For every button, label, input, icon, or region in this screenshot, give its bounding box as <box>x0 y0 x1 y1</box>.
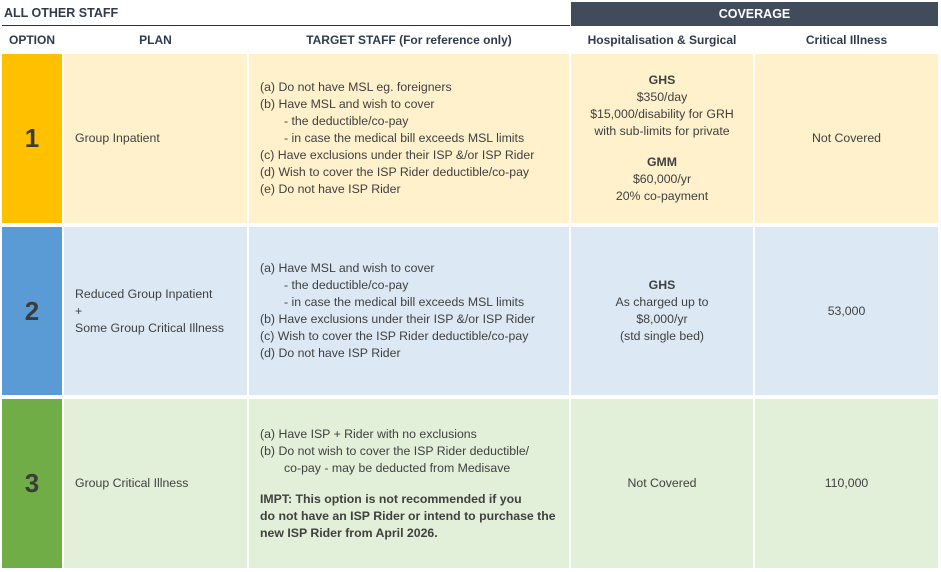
target-line: (c) Have exclusions under their ISP &/or ISP Rider <box>260 148 535 162</box>
plan-cell-1 <box>64 54 247 223</box>
hospitalisation-cell-3 <box>571 399 753 568</box>
ghs-line: $8,000/yr <box>636 312 688 326</box>
target-line: (c) Wish to cover the ISP Rider deductible/co-pay <box>260 329 529 343</box>
target-staff-cell-2 <box>249 227 569 395</box>
gmm-line: 20% co-payment <box>615 189 709 203</box>
column-header-option: OPTION <box>8 33 55 47</box>
target-line: (d) Wish to cover the ISP Rider deductible/co-pay <box>260 165 530 179</box>
target-line: (b) Have MSL and wish to cover <box>260 97 435 111</box>
plan-name: Group Critical Illness <box>75 476 189 490</box>
target-line: (a) Have ISP + Rider with no exclusions <box>260 426 477 441</box>
critical-illness-value: 53,000 <box>827 303 866 318</box>
target-staff-cell-3 <box>249 399 569 568</box>
target-line: (a) Do not have MSL eg. foreigners <box>260 80 452 94</box>
ghs-line: $15,000/disability for GRH <box>590 107 734 121</box>
plan-name: Some Group Critical Illness <box>75 320 224 335</box>
critical-illness-cell-2 <box>755 227 938 395</box>
ghs-line: with sub-limits for private <box>594 124 730 138</box>
target-line: (d) Do not have ISP Rider <box>260 346 401 360</box>
option-number-3: 3 <box>2 399 62 568</box>
important-note-line: IMPT: This option is not recommended if you <box>260 491 522 506</box>
section-label: ALL OTHER STAFF <box>2 2 570 26</box>
coverage-header: COVERAGE <box>571 2 938 26</box>
gmm-title: GMM <box>646 155 678 169</box>
target-subline: - in case the medical bill exceeds MSL limits <box>284 295 525 309</box>
target-subline: - the deductible/co-pay <box>284 114 409 128</box>
ghs-title: GHS <box>648 278 676 292</box>
critical-illness-value: 110,000 <box>824 476 869 490</box>
plan-name: Group Inpatient <box>75 131 160 145</box>
target-line: (b) Do not wish to cover the ISP Rider deductible/ <box>260 443 530 458</box>
ghs-line: (std single bed) <box>619 329 705 343</box>
hospitalisation-cell-2 <box>571 227 753 395</box>
plan-cell-3 <box>64 399 247 568</box>
plan-cell-2 <box>64 227 247 395</box>
option-number-2: 2 <box>2 227 62 395</box>
critical-illness-cell-1 <box>755 54 938 223</box>
target-subline: - in case the medical bill exceeds MSL limits <box>284 131 525 145</box>
hospitalisation-value: Not Covered <box>627 476 697 490</box>
target-subline: co-pay - may be deducted from Medisave <box>284 460 511 475</box>
critical-illness-value: Not Covered <box>811 131 882 145</box>
target-line: (b) Have exclusions under their ISP &/or ISP Rider <box>260 312 535 326</box>
gmm-line: $60,000/yr <box>632 172 692 186</box>
target-subline: - the deductible/co-pay <box>284 278 409 292</box>
column-header-critical-illness: Critical Illness <box>805 33 888 47</box>
critical-illness-cell-3 <box>755 399 938 568</box>
target-staff-cell-1 <box>249 54 569 223</box>
column-header-hospitalisation: Hospitalisation & Surgical <box>587 33 737 47</box>
target-line: (a) Have MSL and wish to cover <box>260 261 435 275</box>
ghs-line: As charged up to <box>615 295 709 309</box>
ghs-line: $350/day <box>636 90 688 104</box>
column-header-plan: PLAN <box>139 33 172 47</box>
plan-name: Reduced Group Inpatient <box>75 286 213 301</box>
important-note-line: new ISP Rider from April 2026. <box>260 525 438 540</box>
plan-plus: + <box>75 303 83 318</box>
ghs-title: GHS <box>648 73 676 87</box>
hospitalisation-cell-1 <box>571 54 753 223</box>
important-note-line: do not have an ISP Rider or intend to purchase the <box>260 508 556 523</box>
option-number-1: 1 <box>2 54 62 223</box>
target-line: (e) Do not have ISP Rider <box>260 182 401 196</box>
column-header-target-staff: TARGET STAFF (For reference only) <box>306 33 512 47</box>
